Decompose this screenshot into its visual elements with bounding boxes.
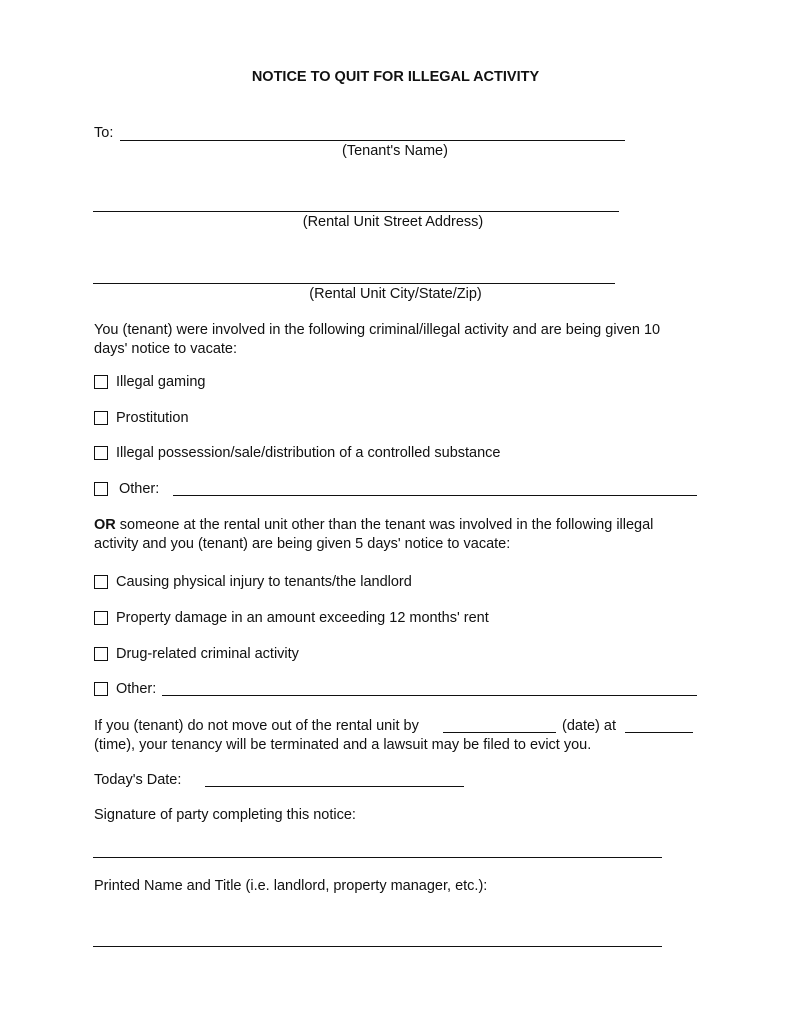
street-address-field[interactable] (93, 211, 619, 212)
city-state-zip-caption: (Rental Unit City/State/Zip) (309, 286, 482, 302)
other-field-2[interactable] (162, 695, 697, 696)
document-title: NOTICE TO QUIT FOR ILLEGAL ACTIVITY (251, 69, 540, 85)
todays-date-field[interactable] (205, 786, 464, 787)
move-out-text-1: If you (tenant) do not move out of the rental unit by (94, 718, 419, 734)
other-label-1: Other: (119, 481, 160, 497)
option-drug-related: Drug-related criminal activity (116, 646, 299, 662)
other-label-2: Other: (116, 681, 157, 697)
signature-field[interactable] (93, 857, 662, 858)
or-emphasis: OR (94, 517, 116, 533)
checkbox-property-damage[interactable] (94, 611, 108, 625)
option-illegal-gaming: Illegal gaming (116, 374, 206, 390)
checkbox-controlled-substance[interactable] (94, 446, 108, 460)
city-state-zip-field[interactable] (93, 283, 615, 284)
checkbox-physical-injury[interactable] (94, 575, 108, 589)
tenant-name-caption: (Tenant's Name) (342, 143, 448, 159)
street-address-caption: (Rental Unit Street Address) (302, 214, 484, 230)
checkbox-prostitution[interactable] (94, 411, 108, 425)
section2-intro (94, 516, 699, 554)
tenant-name-field[interactable] (120, 140, 625, 141)
move-out-time-field[interactable] (625, 732, 693, 733)
option-prostitution: Prostitution (116, 410, 189, 426)
printed-name-label: Printed Name and Title (i.e. landlord, property manager, etc.): (94, 878, 488, 894)
section1-intro: You (tenant) were involved in the following criminal/illegal activity and are being given 10 days' notice to vacate: (94, 322, 661, 357)
move-out-text-2: (date) at (562, 718, 616, 734)
move-out-text-3: (time), your tenancy will be terminated and a lawsuit may be filed to evict you. (94, 737, 592, 753)
todays-date-label: Today's Date: (94, 772, 182, 788)
to-label: To: (94, 125, 114, 141)
move-out-date-field[interactable] (443, 732, 556, 733)
signature-label: Signature of party completing this notice: (94, 807, 356, 823)
section2-intro-text: someone at the rental unit other than the tenant was involved in the following illegal activity and you (tenant) are being given 5 days' notice to vacate: (94, 517, 654, 552)
checkbox-illegal-gaming[interactable] (94, 375, 108, 389)
option-controlled-substance: Illegal possession/sale/distribution of a controlled substance (116, 445, 501, 461)
checkbox-drug-related[interactable] (94, 647, 108, 661)
checkbox-other-2[interactable] (94, 682, 108, 696)
checkbox-other-1[interactable] (94, 482, 108, 496)
option-property-damage: Property damage in an amount exceeding 12 months' rent (116, 610, 489, 626)
option-physical-injury: Causing physical injury to tenants/the landlord (116, 574, 412, 590)
other-field-1[interactable] (173, 495, 697, 496)
printed-name-field[interactable] (93, 946, 662, 947)
